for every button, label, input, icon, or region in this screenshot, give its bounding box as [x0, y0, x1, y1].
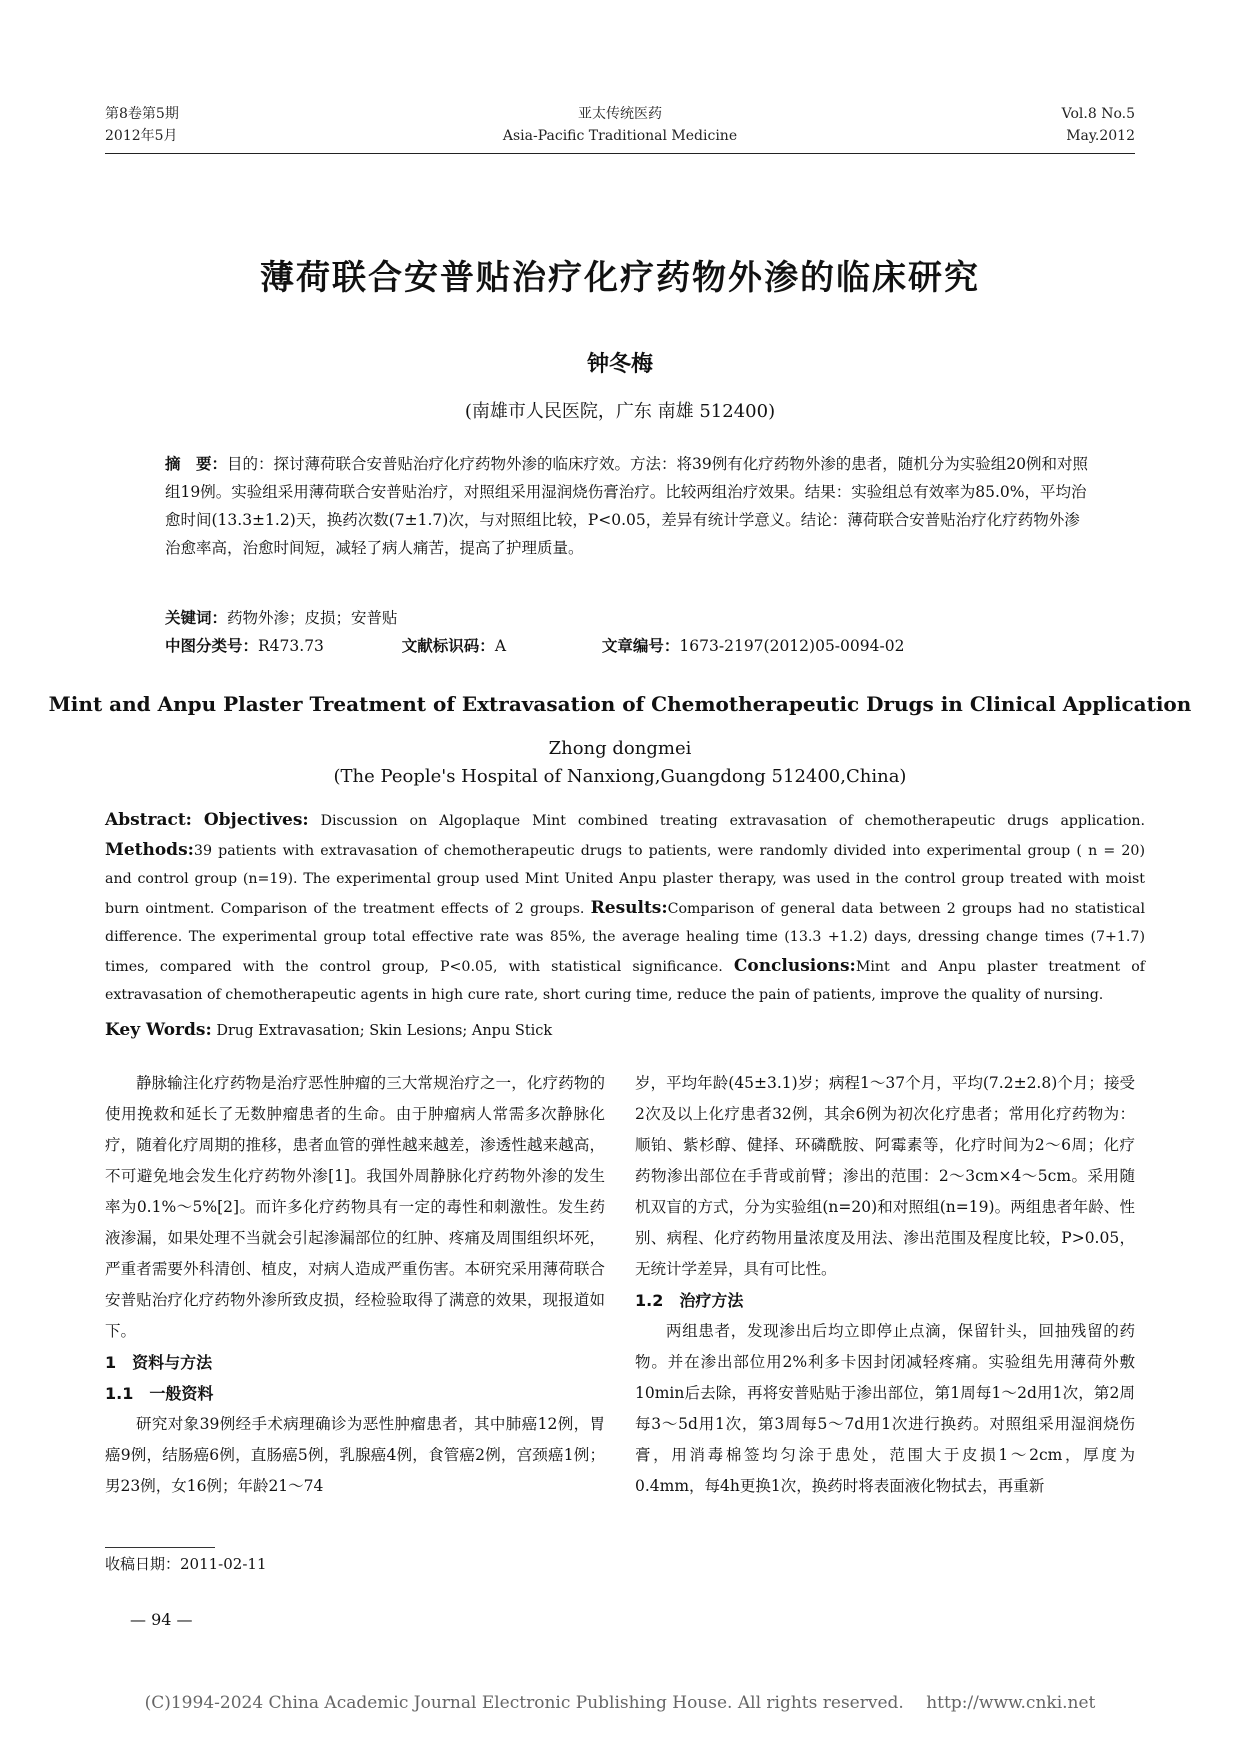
results-text: Comparison of general data between 2 groups had no statistical difference. The experimental group total effective rate was 85%, the average healing time (13.3 +1.2) days, dressing change times (7+1.7) times, compared with the control group, P<0.05, with statistical significance.	[105, 900, 1145, 975]
received-date: 收稿日期：2011-02-11	[105, 1555, 267, 1573]
article-number-value: 1673-2197(2012)05-0094-02	[679, 637, 905, 655]
header-date: 2012年5月	[105, 128, 178, 144]
classification-line	[165, 632, 1090, 660]
body-right-column	[635, 1068, 1135, 1502]
section-heading-1-1: 1.1 一般资料	[105, 1384, 214, 1403]
footnote-rule	[105, 1547, 215, 1548]
body-left-column	[105, 1068, 605, 1502]
english-title: Mint and Anpu Plaster Treatment of Extravasation of Chemotherapeutic Drugs in Clinical Application	[48, 692, 1192, 716]
english-keywords-label: Key Words:	[105, 1020, 212, 1040]
english-keywords-text: Drug Extravasation; Skin Lesions; Anpu Stick	[216, 1023, 553, 1039]
header-rule	[105, 153, 1135, 154]
english-author: Zhong dongmei	[548, 738, 692, 759]
clc-value: R473.73	[258, 637, 324, 655]
header-journal-en: Asia-Pacific Traditional Medicine	[502, 128, 738, 144]
copyright-footer: (C)1994-2024 China Academic Journal Electronic Publishing House. All rights reserved. http://www.cnki.net	[144, 1693, 1096, 1713]
keywords-cn	[165, 604, 1090, 632]
abstract-label: Abstract:	[105, 810, 192, 830]
abstract-cn-label: 摘 要：	[165, 455, 228, 473]
header-issue: 第8卷第5期	[105, 106, 179, 122]
general-data-continued: 岁，平均年龄(45±3.1)岁；病程1～37个月，平均(7.2±2.8)个月；接受2次及以上化疗患者32例，其余6例为初次化疗患者；常用化疗药物为：顺铂、紫杉醇、健择、环磷酰胺、阿霉素等，化疗时间为2～6周；化疗药物渗出部位在手背或前臂；渗出的范围：2～3cm×4～5cm。采用随机双盲的方式，分为实验组(n=20)和对照组(n=19)。两组患者年龄、性别、病程、化疗药物用量浓度及用法、渗出范围及程度比较，P>0.05，无统计学差异，具有可比性。	[635, 1074, 1135, 1278]
abstract-cn	[165, 450, 1090, 562]
results-label: Results:	[590, 897, 668, 918]
intro-paragraph: 静脉输注化疗药物是治疗恶性肿瘤的三大常规治疗之一，化疗药物的使用挽救和延长了无数肿瘤患者的生命。由于肿瘤病人常需多次静脉化疗，随着化疗周期的推移，患者血管的弹性越来越差，渗透性越来越高，不可避免地会发生化疗药物外渗[1]。我国外周静脉化疗药物外渗的发生率为0.1%～5%[2]。而许多化疗药物具有一定的毒性和刺激性。发生药液渗漏，如果处理不当就会引起渗漏部位的红肿、疼痛及周围组织坏死，严重者需要外科清创、植皮，对病人造成严重伤害。本研究采用薄荷联合安普贴治疗化疗药物外渗所致皮损，经检验取得了满意的效果，现报道如下。	[105, 1074, 605, 1340]
header-journal-cn: 亚太传统医药	[578, 106, 662, 122]
paper-affiliation: (南雄市人民医院，广东 南雄 512400)	[464, 401, 776, 422]
paper-title: 薄荷联合安普贴治疗化疗药物外渗的临床研究	[260, 258, 980, 298]
english-affiliation: (The People's Hospital of Nanxiong,Guangdong 512400,China)	[333, 766, 907, 787]
conclusions-label: Conclusions:	[733, 955, 856, 976]
header-month: May.2012	[1066, 128, 1135, 144]
article-number-label: 文章编号：	[601, 637, 680, 655]
keywords-cn-label: 关键词：	[165, 609, 228, 627]
treatment-paragraph: 两组患者，发现渗出后均立即停止点滴，保留针头，回抽残留的药物。并在渗出部位用2%利多卡因封闭减轻疼痛。实验组先用薄荷外敷10min后去除，再将安普贴贴于渗出部位，第1周每1～2d用1次，第2周每3～5d用1次，第3周每5～7d用1次进行换药。对照组采用湿润烧伤膏，用消毒棉签均匀涂于患处，范围大于皮损1～2cm，厚度为0.4mm，每4h更换1次，换药时将表面液化物拭去，再重新	[635, 1322, 1135, 1495]
clc-label: 中图分类号：	[165, 637, 259, 655]
page-number: — 94 —	[130, 1610, 193, 1629]
methods-text: 39 patients with extravasation of chemotherapeutic drugs to patients, were randomly divided into experimental group ( n = 20) and control group (n=19). The experimental group used Mint United Anpu plaster therapy, was used in the control group treated with moist burn ointment. Comparison of the treatment effects of 2 groups.	[105, 842, 1145, 917]
objectives-text: Discussion on Algoplaque Mint combined treating extravasation of chemotherapeutic drugs application.	[320, 813, 1146, 829]
methods-label: Methods:	[105, 839, 194, 860]
header-volume: Vol.8 No.5	[1061, 106, 1135, 122]
objectives-label: Objectives:	[203, 810, 309, 830]
section-heading-1-2: 1.2 治疗方法	[635, 1291, 744, 1310]
doc-code-value: A	[494, 637, 507, 655]
keywords-cn-text: 药物外渗；皮损；安普贴	[227, 609, 398, 627]
paper-author: 钟冬梅	[586, 352, 653, 377]
section-heading-1: 1 资料与方法	[105, 1353, 213, 1372]
conclusions-text: Mint and Anpu plaster treatment of extravasation of chemotherapeutic agents in high cure rate, short curing time, reduce the pain of patients, improve the quality of nursing.	[105, 958, 1145, 1003]
abstract-cn-text: 目的：探讨薄荷联合安普贴治疗化疗药物外渗的临床疗效。方法：将39例有化疗药物外渗的患者，随机分为实验组20例和对照组19例。实验组采用薄荷联合安普贴治疗，对照组采用湿润烧伤膏治疗。比较两组治疗效果。结果：实验组总有效率为85.0%，平均治愈时间(13.3±1.2)天，换药次数(7±1.7)次，与对照组比较，P<0.05，差异有统计学意义。结论：薄荷联合安普贴治疗化疗药物外渗治愈率高，治愈时间短，减轻了病人痛苦，提高了护理质量。	[165, 455, 1088, 557]
general-data-paragraph: 研究对象39例经手术病理确诊为恶性肿瘤患者，其中肺癌12例，胃癌9例，结肠癌6例，直肠癌5例，乳腺癌4例，食管癌2例，宫颈癌1例；男23例，女16例；年龄21～74	[105, 1415, 605, 1495]
english-keywords	[105, 1017, 1145, 1044]
english-abstract	[105, 806, 1145, 1010]
doc-code-label: 文献标识码：	[401, 637, 495, 655]
